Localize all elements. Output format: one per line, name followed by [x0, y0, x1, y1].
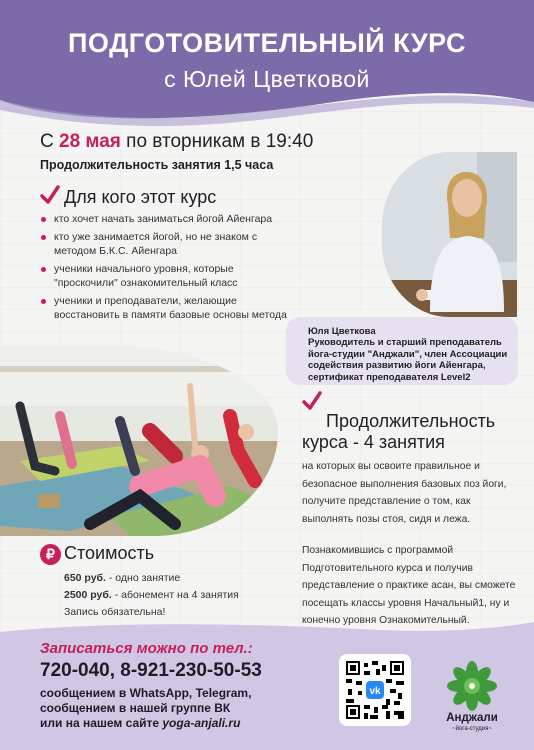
price-pass-label: - абонемент на 4 занятия	[111, 589, 239, 601]
teacher-photo	[382, 152, 517, 317]
list-item: ученики и преподаватели, желающие восстановить в памяти базовые основы метода	[40, 294, 300, 323]
schedule-date: 28 мая	[59, 131, 121, 152]
teacher-name: Юля Цветкова	[308, 326, 376, 337]
audience-list	[40, 212, 300, 326]
lesson-duration: Продолжительность занятия 1,5 часа	[40, 158, 274, 172]
registration-note: Запись обязательна!	[64, 606, 166, 618]
svg-text:vk: vk	[369, 686, 381, 698]
site-link[interactable]: yoga-anjali.ru	[162, 716, 241, 730]
signup-call: Записаться можно по тел.:	[40, 640, 253, 657]
contact-line-site	[40, 716, 240, 730]
course-description: на которых вы освоите правильное и безопасное выполнения базовых поз йоги, получите представление о том, как выполнять позы стоя, сидя и лежа.	[302, 461, 507, 525]
header-banner	[0, 0, 534, 130]
checkmark-icon	[40, 185, 60, 205]
course-outcome: Познакомившись с программой Подготовительного курса и получив представление о практике асан, вы сможете посещать классы уровня Начальный1, ну и конечно уровня Ознакомительный.	[302, 545, 516, 626]
teacher-description: Руководитель и старший преподаватель йога-студии "Анджали", член Ассоциации содействия развитию йоги Айенгара, сертификат преподавателя Level2	[308, 337, 508, 383]
schedule-line	[40, 131, 313, 153]
audience-heading: Для кого этот курс	[64, 187, 217, 207]
course-heading	[302, 411, 496, 453]
list-item: кто хочет начать заниматься йогой Айенгара	[40, 212, 300, 227]
teacher-portrait-icon	[382, 152, 517, 317]
yoga-class-illustration	[0, 346, 278, 536]
logo-subtitle: ~йога-студия~	[452, 726, 492, 732]
logo-name: Анджали	[446, 712, 498, 724]
qr-code[interactable]	[339, 654, 411, 726]
contact-line-messengers: сообщением в WhatsApp, Telegram,	[40, 686, 252, 700]
price-single-label: - одно занятие	[105, 572, 181, 584]
price-single-amount: 650 руб.	[64, 572, 106, 584]
qr-code-icon	[346, 661, 404, 719]
course-heading-line1: Продолжительность	[326, 411, 496, 431]
page-subtitle: с Юлей Цветковой	[164, 66, 370, 92]
schedule-prefix: С	[40, 131, 54, 152]
contact-line-vk: сообщением в нашей группе ВК	[40, 701, 231, 715]
checkmark-icon	[302, 391, 322, 411]
cost-details	[64, 570, 239, 621]
header-wave-shape	[0, 0, 534, 130]
price-pass	[64, 587, 239, 604]
price-pass-amount: 2500 руб.	[64, 589, 112, 601]
yoga-class-photo	[0, 346, 278, 536]
ruble-icon: ₽	[40, 544, 61, 565]
page-title: ПОДГОТОВИТЕЛЬНЫЙ КУРС	[68, 28, 466, 58]
schedule-suffix: по вторникам в 19:40	[126, 131, 314, 152]
price-single	[64, 570, 239, 587]
course-heading-line2: курса - 4 занятия	[302, 432, 445, 452]
phone-numbers[interactable]: 720-040, 8-921-230-50-53	[40, 660, 262, 681]
site-prefix: или на нашем сайте	[40, 716, 163, 730]
cost-heading: Стоимость	[64, 543, 155, 563]
list-item: кто уже занимается йогой, но не знаком с методом Б.К.С. Айенгара	[40, 230, 300, 259]
list-item: ученики начального уровня, которые "проскочили" ознакомительный класс	[40, 262, 300, 291]
anjali-logo-icon	[446, 660, 498, 712]
teacher-info-card	[286, 317, 518, 385]
